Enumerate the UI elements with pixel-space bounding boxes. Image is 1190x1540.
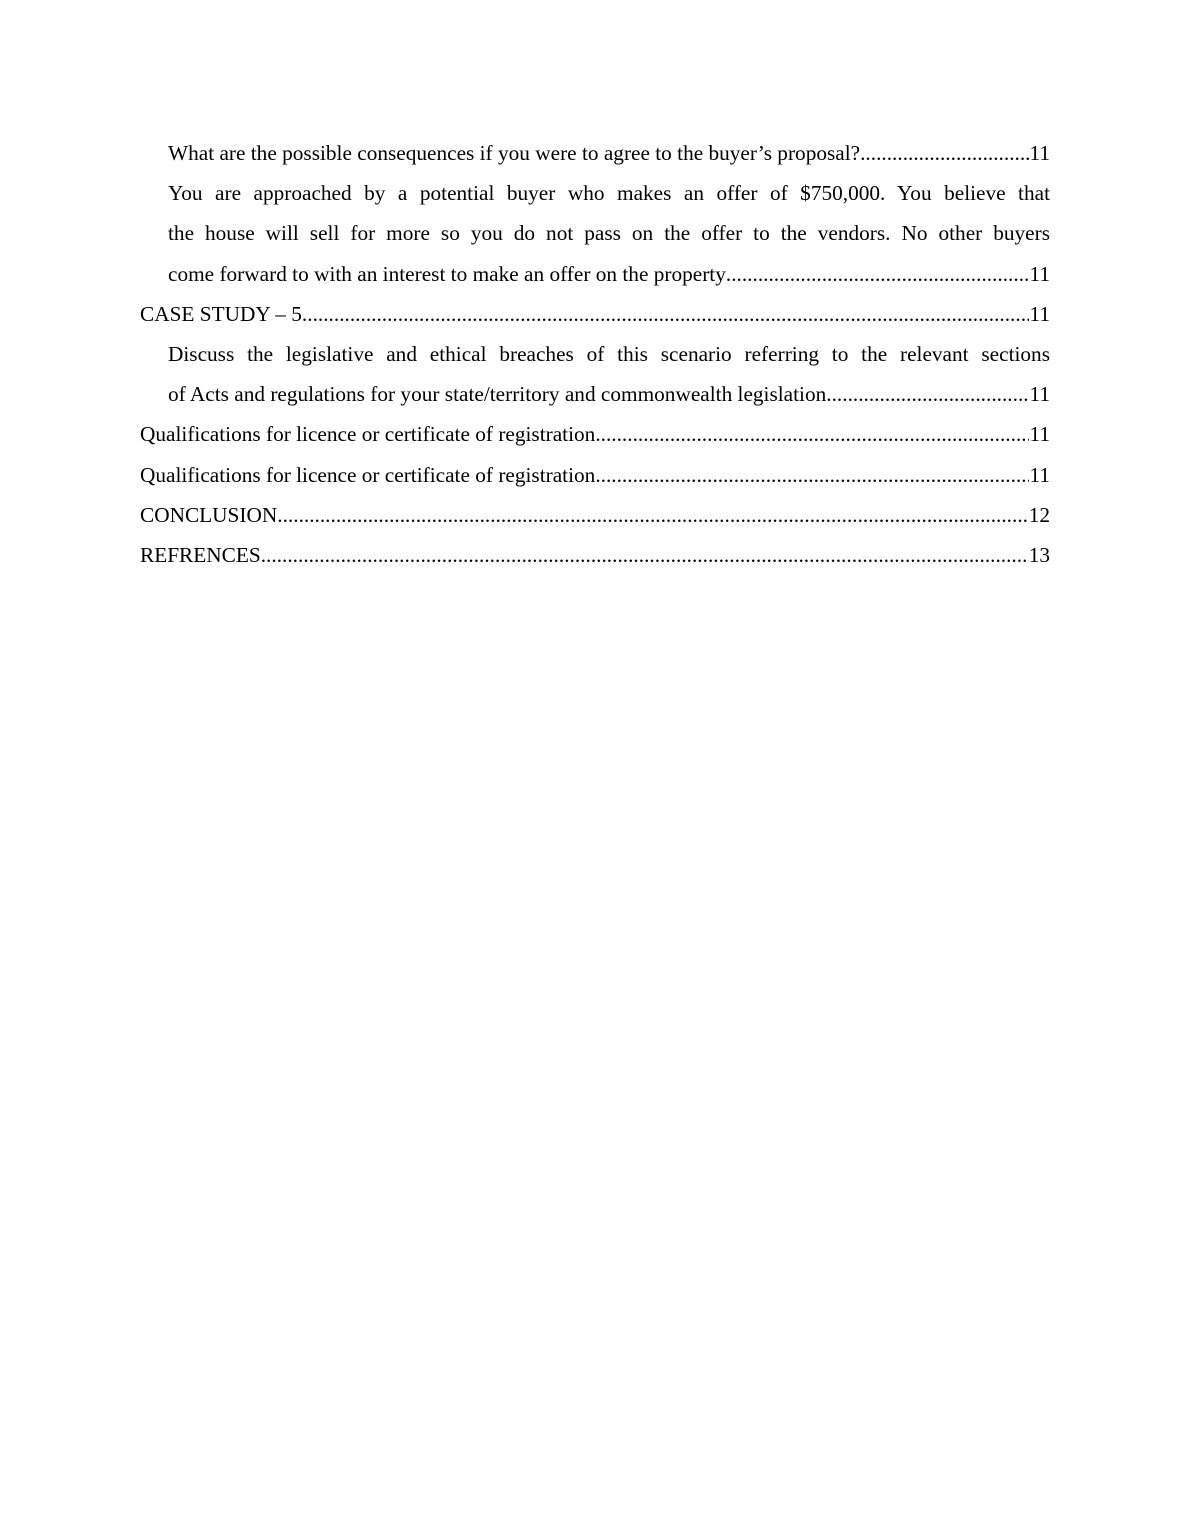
toc-entry-line <box>168 254 1050 294</box>
toc-entry-line: the house will sell for more so you do not pass on the offer to the vendors. No other buyers <box>168 221 1050 246</box>
toc-entry-title: CASE STUDY – 5 <box>140 301 302 326</box>
toc-entry-title: Qualifications for licence or certificate of registration <box>140 422 596 447</box>
toc-entry-qualifications-2[interactable] <box>140 455 1050 495</box>
toc-entry-line <box>168 133 1050 173</box>
toc-entry-line <box>168 374 1050 414</box>
toc-entry-title: REFRENCES <box>140 543 261 568</box>
toc-entry-title: of Acts and regulations for your state/territory and commonwealth legislation <box>168 382 827 407</box>
toc-entry-title: What are the possible consequences if you were to agree to the buyer’s proposal? <box>168 141 861 165</box>
dot-leader <box>826 374 1029 414</box>
dot-leader <box>595 455 1029 495</box>
toc-entry-line <box>140 495 1050 535</box>
dot-leader <box>726 254 1030 294</box>
table-of-contents <box>140 133 1050 575</box>
toc-entry-line <box>140 414 1050 454</box>
toc-page-number: 11 <box>1029 301 1050 326</box>
toc-entry-case-study-5[interactable] <box>140 294 1050 334</box>
toc-entry-line: Discuss the legislative and ethical breaches of this scenario referring to the relevant sections <box>168 342 1050 367</box>
toc-entry-conclusion[interactable] <box>140 495 1050 535</box>
toc-entry-line: You are approached by a potential buyer who makes an offer of $750,000. You believe that <box>168 181 1050 206</box>
toc-page-number: 11 <box>1029 422 1050 447</box>
dot-leader <box>595 414 1029 454</box>
dot-leader <box>277 495 1028 535</box>
toc-entry-line <box>140 535 1050 575</box>
dot-leader <box>261 535 1029 575</box>
toc-entry-references[interactable] <box>140 535 1050 575</box>
toc-page-number: 11 <box>1029 261 1050 286</box>
dot-leader <box>302 294 1030 334</box>
toc-entry-line <box>140 294 1050 334</box>
toc-entry-buyer-offer[interactable] <box>140 173 1050 294</box>
toc-page-number: 13 <box>1028 543 1050 568</box>
toc-page-number: 11 <box>1029 141 1050 165</box>
toc-page-number: 11 <box>1029 382 1050 407</box>
toc-entry-legislative-breaches[interactable] <box>140 334 1050 414</box>
toc-entry-consequences[interactable] <box>140 133 1050 173</box>
dot-leader <box>860 133 1029 173</box>
toc-entry-line <box>140 455 1050 495</box>
toc-entry-title: CONCLUSION <box>140 502 278 527</box>
toc-entry-qualifications[interactable] <box>140 414 1050 454</box>
toc-entry-title: come forward to with an interest to make an offer on the property <box>168 261 726 286</box>
toc-entry-title: Qualifications for licence or certificate of registration <box>140 462 596 487</box>
toc-page-number: 12 <box>1028 502 1050 527</box>
toc-page-number: 11 <box>1029 462 1050 487</box>
